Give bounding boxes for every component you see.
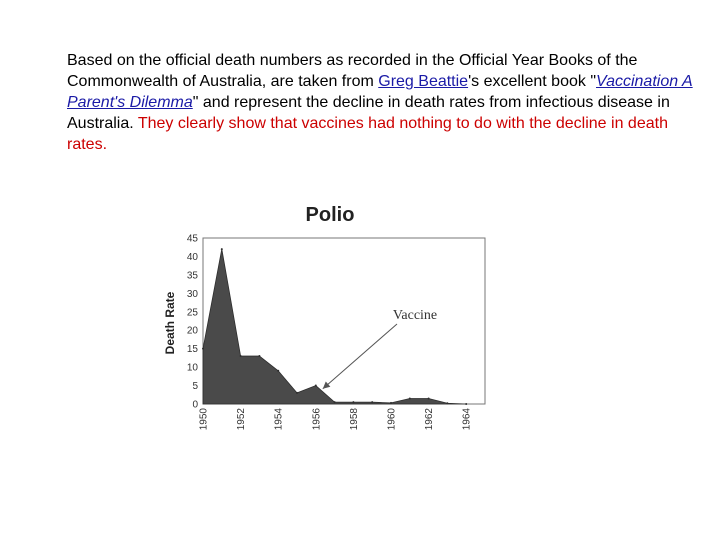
y-tick-label-40: 40 xyxy=(186,251,198,263)
data-point-1957 xyxy=(334,401,336,403)
x-tick-label-1958: 1958 xyxy=(348,408,360,431)
chart-svg xyxy=(155,195,495,445)
chart-title: Polio xyxy=(305,204,355,226)
intro-paragraph xyxy=(67,50,697,155)
intro-text-part2: 's excellent book " xyxy=(468,73,596,90)
y-tick-label-45: 45 xyxy=(186,233,198,245)
x-tick-label-1964: 1964 xyxy=(461,408,473,431)
data-point-1963 xyxy=(446,402,448,404)
plot-area xyxy=(187,234,485,431)
data-point-1962 xyxy=(428,397,430,399)
author-link[interactable]: Greg Beattie xyxy=(378,73,469,90)
data-point-1961 xyxy=(409,397,411,399)
intro-text-part3: " and represent the decline in death rates from infectious disease in Australia. xyxy=(67,94,670,132)
data-point-1952 xyxy=(240,355,242,357)
x-tick-label-1950: 1950 xyxy=(198,408,210,431)
data-point-1956 xyxy=(315,385,317,387)
data-point-1960 xyxy=(390,402,392,404)
data-point-1953 xyxy=(258,355,260,357)
x-tick-label-1952: 1952 xyxy=(236,408,248,431)
polio-chart xyxy=(155,195,495,445)
y-axis-label: Death Rate xyxy=(163,291,177,355)
data-point-1954 xyxy=(277,370,279,372)
x-tick-label-1960: 1960 xyxy=(386,408,398,431)
y-tick-label-35: 35 xyxy=(186,270,198,282)
x-tick-label-1962: 1962 xyxy=(424,408,436,431)
data-point-1964 xyxy=(465,403,467,405)
area-series-polio xyxy=(203,249,466,404)
data-point-1958 xyxy=(352,401,354,403)
intro-text-part1: Based on the official death numbers as recorded in the Official Year Books of the Commonwealth of Australia, are taken from xyxy=(67,52,638,90)
highlight-claim: They clearly show that vaccines had nothing to do with the decline in death rates. xyxy=(67,115,668,153)
x-tick-label-1954: 1954 xyxy=(273,408,285,431)
data-point-1951 xyxy=(221,248,223,250)
y-tick-label-30: 30 xyxy=(186,288,198,300)
y-tick-label-5: 5 xyxy=(192,381,198,393)
data-point-1950 xyxy=(202,348,204,350)
y-tick-label-20: 20 xyxy=(186,325,198,337)
y-tick-label-0: 0 xyxy=(192,399,198,411)
y-tick-label-25: 25 xyxy=(186,307,198,319)
data-point-1955 xyxy=(296,392,298,394)
y-tick-label-15: 15 xyxy=(186,344,198,356)
data-point-1959 xyxy=(371,401,373,403)
annotation-arrow-line xyxy=(323,324,397,389)
book-title-link[interactable]: Vaccination A Parent's Dilemma xyxy=(67,73,693,111)
annotation-vaccine: Vaccine xyxy=(392,308,438,323)
y-tick-label-10: 10 xyxy=(186,362,198,374)
x-tick-label-1956: 1956 xyxy=(311,408,323,431)
